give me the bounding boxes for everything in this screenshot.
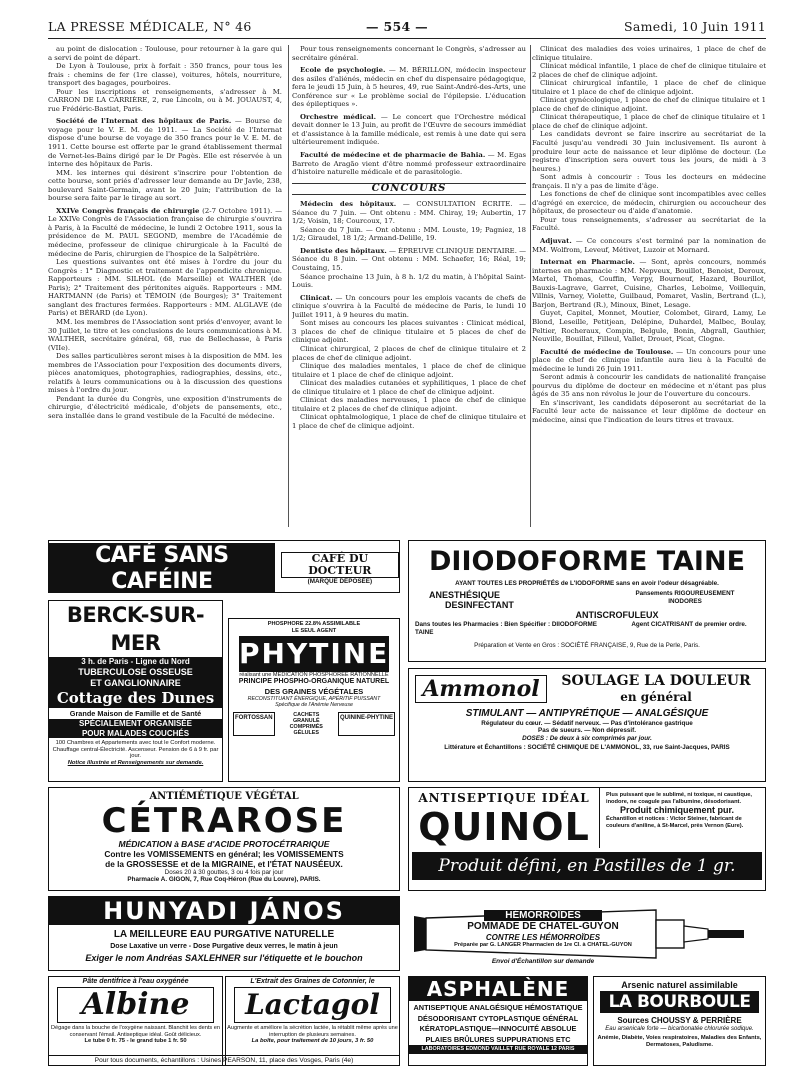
ad-iodo-line: Dans toutes les Pharmacies : Bien Spécifier : DIIODOFORME TAINE [415, 621, 597, 636]
ad-iodo-title: DIIODOFORME TAINE [428, 546, 746, 577]
ad-chatel-line: Envoi d'Échantillon sur demande [491, 958, 595, 965]
paragraph [292, 273, 526, 290]
news-item [292, 247, 526, 273]
ad-phytine-line: PRINCIPE PHOSPHO-ORGANIQUE NATUREL [238, 678, 390, 686]
paragraph [532, 399, 766, 425]
paragraph-text: Pendant la durée du Congrès, une exposition d'instruments de chirurgie, d'électricité médicale, d'objets de pansements, etc., sera installée dans le grand vestibule de la Faculté de médecine. [48, 394, 282, 420]
paragraph-text: — Un concours pour une place de chef de clinique infantile aura lieu à la Faculté de médecine le lundi 26 Juin 1911. [532, 347, 766, 373]
paragraph-text: Guyet, Capitel, Monnet, Moutier, Colombet, Girard, Lamy, Le Blond, Leseille, Petitjean, Delépine, Duhardel, Malbec, Boulay, Peltier, Rocheraux, Compin, Belgule, Bonin, Abgrall, Gauthier, Neuville, Bouillat, Filleul, Vallet, Drouet, Picat, Clogne. [532, 309, 766, 344]
ad-berck-line: ET GANGLIONNAIRE [49, 678, 222, 689]
paragraph-text: Sont mises au concours les places suivantes : Clinicat médical, 3 places de chef de clinique titulaire et 5 places de chef de clinique adjoint. [292, 319, 526, 345]
news-item [532, 348, 766, 374]
paragraph [48, 395, 282, 421]
paragraph-text: — M. BÉRILLON, médecin inspecteur des asiles d'aliénés, médecin en chef du dispensaire pédagogique, fera le jeudi 15 Juin, à 5 heures, 49, rue Saint-André-des-Arts, une Conférence sur « Le problème social de l'épilepsie. L'éducation des épileptiques ». [292, 66, 526, 109]
ad-asphalene-line: KÉRATOPLASTIQUE—INNOCUITÉ ABSOLUE [419, 1024, 577, 1033]
paragraph-text: — Bourse de voyage pour le V. E. M. de 1911. — La Société de l'Internat dispose d'une bourse de voyage de 350 francs pour le V. E. M. de 1911. Cette bourse est offerte par le grand établissement thermal de Vernet-les-Bains dirigé par le Dr Pagès. Elle est réservée à un interne des hôpitaux de Paris. [48, 117, 282, 169]
news-item-heading: Clinicat. [300, 293, 333, 302]
paragraph-text: Les questions suivantes ont été mises à l'ordre du jour du Congrès : 1° Diagnostic et traitement de l'appendicite chronique. Rapporteurs : MM. SILHOL (de Marseille) et WALTHER (de Paris); 2° Traitement des péritonites aiguës. Rapporteurs : MM. HARTMANN (de Paris) et TÉMOIN (de Bourges); 3° Traitement sanglant des fractures fermées. Rapporteurs : MM. ALGLAVE (de Paris) et BÉRARD (de Lyon). [48, 258, 282, 318]
ad-berck-line: POUR MALADES COUCHÉS [49, 729, 222, 739]
news-item [292, 200, 526, 226]
ad-chatel-line: CONTRE LES HÉMORROÏDES [485, 933, 601, 942]
paragraph-text: Clinicat gynécologique, 1 place de chef de clinique titulaire et 1 place de chef de clinique adjoint. [532, 96, 766, 113]
paragraph [532, 113, 766, 130]
paragraph [532, 130, 766, 173]
ad-hunyadi-line: LA MEILLEURE EAU PURGATIVE NATURELLE [113, 929, 335, 940]
news-item-heading: Adjuvat. [540, 237, 572, 246]
paragraph [532, 309, 766, 343]
news-item-heading: Faculté de médecine de Toulouse. [540, 347, 674, 356]
ad-chatel-guyon [408, 896, 766, 971]
paragraph [532, 173, 766, 190]
paragraph-text: En s'inscrivant, les candidats déposeront au secrétariat de la Faculté leur acte de naissance et leur diplôme de docteur en médecine, ainsi que l'indication de leurs titres et travaux. [532, 398, 766, 424]
ad-phytine-sub: FORTOSSAN [233, 712, 275, 737]
ad-iodo-line: Pansements RIGOUREUSEMENT INODORES [635, 590, 735, 605]
ad-cetrarose-line: Doses 20 à 30 gouttes, 3 ou 4 fois par jour [164, 869, 284, 876]
ad-berck-line: 100 Chambres et Appartements avec tout le Confort moderne. Chauffage central-Électricité. Ascenseur. Pension de 6 à 9 fr. par jour. [52, 740, 219, 760]
ad-phytine-line: PHOSPHORE 22.8% ASSIMILABLE [267, 621, 361, 627]
paragraph-text: De Lyon à Toulouse, prix à forfait : 350 francs, pour tous les frais : chemins de fer (1re classe), voitures, hôtels, nourriture, transport des bagages, pourboires. [48, 62, 282, 88]
ad-iodo-line: ANESTHÉSIQUE [429, 590, 501, 601]
ad-quinol-line: Produit chimiquement pur. [620, 805, 735, 816]
page-header [48, 17, 766, 39]
ad-iodo-line: Préparation et Vente en Gros : SOCIÉTÉ FRANÇAISE, 9, Rue de la Perle, Paris. [474, 642, 700, 650]
news-item-heading: XXIVe Congrès français de chirurgie [56, 206, 200, 215]
ad-berck-line: 3 h. de Paris - Ligne du Nord [49, 657, 222, 667]
ad-albine-line: Le tube 0 fr. 75 - le grand tube 1 fr. 50 [84, 1038, 187, 1045]
ad-cetrarose-line: ANTIÉMÉTIQUE VÉGÉTAL [149, 791, 299, 802]
column-3 [532, 45, 766, 527]
ad-la-bourboule [593, 976, 766, 1066]
ad-cetrarose-line: MÉDICATION à BASE d'ACIDE PROTOCÉTRARIQUE [118, 839, 330, 849]
paragraph-text: Clinicat thérapeutique, 1 place de chef de clinique titulaire et 1 place de chef de clinique adjoint. [532, 113, 766, 130]
paragraph [292, 413, 526, 430]
ad-asphalene-line: LABORATOIRES EDMOND VAILLET RUE ROYALE 12 PARIS [409, 1045, 587, 1054]
news-item-heading: Médecin des hôpitaux. [300, 200, 397, 209]
paragraph [48, 88, 282, 114]
ad-berck-line: Grande Maison de Famille et de Santé [69, 709, 202, 718]
ad-iodo-line: DESINFECTANT [445, 600, 514, 611]
paragraph [48, 318, 282, 352]
ad-phytine-line: réalisant une MÉDICATION PHOSPHORÉE RATIONNELLE [239, 671, 389, 678]
news-item-heading: Faculté de médecine et de pharmacie de Bahia. [300, 151, 486, 160]
ad-quinol-line: Produit défini, en Pastilles de 1 gr. [412, 852, 762, 880]
ad-berck-line: Notice illustrée et Renseignements sur demande. [67, 759, 204, 766]
ad-albine [48, 976, 223, 1066]
journal-title: LA PRESSE MÉDICALE, N° 46 [48, 19, 252, 34]
ad-albine-title: Albine [57, 987, 214, 1023]
ad-hunyadi-title: HUNYADI JÁNOS [49, 897, 399, 925]
ad-phytine [228, 618, 400, 782]
ad-phytine-line: RECONSTITUANT ÉNERGIQUE, APÉRITIF PUISSANT [247, 695, 381, 702]
paragraph-text: MM. les internes qui désirent s'inscrire pour l'obtention de cette bourse, sont priés d'adresser leur demande au Dr Javle, 238, boulevard Saint-Germain, avant le 20 Juin; l'attribution de la bourse sera faite par le tirage au sort. [48, 168, 282, 203]
ad-bourboule-line: Sources CHOUSSY & PERRIÈRE [617, 1016, 742, 1025]
paragraph-text: — Un concours pour les emplois vacants de chefs de clinique s'ouvrira à la Faculté de médecine de Paris, le lundi 10 Juillet 1911, à 9 heures du matin. [292, 293, 526, 319]
page-number: — 554 — [366, 19, 428, 34]
section-heading: CONCOURS [292, 183, 526, 196]
ad-hunyadi-line: Exiger le nom Andréas SAXLEHNER sur l'étiquette et le bouchon [85, 953, 363, 963]
paragraph-text: Pour les inscriptions et renseignements, s'adresser à M. CARRON DE LA CARRIÈRE, 2, rue Lincoln, ou à M. JOUAUST, 4, rue Frédéric-Bastiat, Paris. [48, 87, 282, 113]
ad-chatel-line: HÉMORROÏDES [484, 910, 602, 921]
paragraph-text: Clinicat des maladies nerveuses, 1 place de chef de clinique titulaire et 2 places de chef de clinique adjoint. [292, 396, 526, 413]
ad-ammonol-line: Régulateur du cœur. — Sédatif nerveux. — Pas d'intolérance gastrique [481, 720, 693, 727]
ad-ammonol-line: DOSES : De deux à six comprimés par jour. [522, 734, 652, 742]
ad-hunyadi-janos [48, 896, 400, 971]
paragraph [48, 169, 282, 203]
ad-ammonol-line: Pas de sueurs. — Non dépressif. [538, 727, 636, 735]
ad-cetrarose [48, 787, 400, 891]
ad-iodo-line: Agent CICATRISANT de premier ordre. [631, 621, 747, 629]
ad-ammonol [408, 668, 766, 782]
paragraph [532, 45, 766, 62]
paragraph-text: Les fonctions de chef de clinique sont incompatibles avec celles d'agrégé en exercice, de médecin, chirurgien ou accoucheur des hôpitaux, de prosecteur ou d'aide d'anatomie. [532, 190, 766, 216]
paragraph [532, 373, 766, 399]
paragraph-text: Seront admis à concourir les candidats de nationalité française pourvus du diplôme de docteur en médecine et n'étant pas plus âgés de 35 ans non révolus le jour de l'ouverture du concours. [532, 373, 766, 399]
news-item [48, 117, 282, 168]
ad-ammonol-logo: Ammonol [415, 675, 547, 703]
ad-albine-bottom: Pour tous documents, échantillons : Usines PEARSON, 11, place des Vosges, Paris (4e) [48, 1055, 400, 1066]
paragraph [532, 62, 766, 79]
paragraph [292, 362, 526, 379]
paragraph-text: — CONSULTATION ÉCRITE. — Séance du 7 Juin. — Ont obtenu : MM. Chiray, 19; Aubertin, 17 1/2; Voisin, 18; Courcoux, 17. [292, 200, 526, 226]
paragraph [292, 396, 526, 413]
paragraph [532, 96, 766, 113]
ad-ammonol-line: STIMULANT — ANTIPYRÉTIQUE — ANALGÉSIQUE [465, 708, 709, 719]
ad-ammonol-title: SOULAGE LA DOULEUR [561, 673, 751, 689]
news-item-heading: Ecole de psychologie. [300, 66, 386, 75]
paragraph-text: Clinique des maladies mentales, 1 place de chef de clinique titulaire et 1 place de chef de clinique adjoint. [292, 362, 526, 379]
paragraph-text: — Le concert que l'Orchestre médical devait donner le 13 Juin, au profit de l'Œuvre de secours immédiat et d'assistance à la famille médicale, est remis à une date qui sera ultérieurement indiquée. [292, 112, 526, 147]
issue-date: Samedi, 10 Juin 1911 [624, 19, 766, 34]
paragraph [292, 345, 526, 362]
ad-quinol-title: QUINOL [418, 805, 590, 849]
news-item [532, 258, 766, 309]
ad-cafe-sans-cafeine [48, 540, 400, 593]
ad-phytine-sub: CACHETS GRANULÉ COMPRIMÉS GÉLULES [289, 711, 323, 737]
column-divider [530, 45, 531, 527]
ad-lactagol [225, 976, 400, 1066]
ad-cetrarose-line: Contre les VOMISSEMENTS en général; les VOMISSEMENTS [104, 849, 344, 859]
ad-ammonol-line: Littérature et Échantillons : SOCIÉTÉ CHIMIQUE DE L'AMMONOL, 33, rue Saint-Jacques, PARIS [444, 744, 730, 752]
ad-asphalene-line: ANTISEPTIQUE ANALGÉSIQUE HÉMOSTATIQUE [413, 1003, 583, 1012]
ad-diiodoforme-taine [408, 540, 766, 662]
paragraph [48, 352, 282, 395]
paragraph-text: Clinicat ophtalmologique, 1 place de chef de clinique titulaire et 1 place de chef de clinique adjoint. [292, 413, 526, 430]
ad-albine-line: Dégage dans la bouche de l'oxygène naissant. Blanchit les dents en conservant l'émail. Antiseptique idéal. Goût délicieux. [51, 1025, 220, 1038]
news-item-heading: Dentiste des hôpitaux. [300, 246, 387, 255]
news-item [292, 113, 526, 147]
paragraph-text: — Ce concours s'est terminé par la nomination de MM. Wolfrom, Leveuf, Métivet, Luzoir et Mornard. [532, 237, 766, 254]
paragraph-text: — M. Egas Barreto de Aragão vient d'être nommé professeur extraordinaire d'histoire naturelle médicale et de parasitologie. [292, 151, 526, 177]
paragraph-text: Séance du 7 Juin. — Ont obtenu : MM. Louste, 19; Pagniez, 18 1/2; Giraudel, 18 1/2; Armand-Delille, 19. [292, 225, 526, 243]
ad-asphalene-line: PLAIES BRÛLURES SUPPURATIONS ETC [425, 1034, 571, 1044]
paragraph-text: Sont admis à concourir : Tous les docteurs en médecine français. Il n'y a pas de limite d'âge. [532, 173, 766, 190]
ad-chatel-line: POMMADE DE CHATEL-GUYON [467, 921, 619, 932]
news-item [292, 151, 526, 177]
ad-lactagol-line: La boîte, pour traitement de 10 jours, 3 fr. 50 [251, 1038, 374, 1045]
paragraph-text: Clinicat chirurgical infantile, 1 place de chef de clinique titulaire et 1 place de chef de clinique adjoint. [532, 79, 766, 96]
ad-cetrarose-line: de la GROSSESSE et de la MIGRAINE, et l'ÉTAT NAUSÉEUX. [105, 859, 343, 869]
ad-phytine-line: DES GRAINES VÉGÉTALES [264, 686, 364, 696]
ad-quinol-line: Plus puissant que le sublimé, ni toxique, ni caustique, inodore, ne coagule pas l'albumine, désodorisant. [606, 792, 753, 805]
ad-chatel-line: Préparée par G. LANGER Pharmacien de 1re Cl. à CHATEL-GUYON [454, 942, 632, 948]
paragraph [532, 216, 766, 233]
ad-phytine-title: PHYTINE [239, 636, 390, 670]
paragraph-text: — ÉPREUVE CLINIQUE DENTAIRE. — Séance du 8 Juin. — Ont obtenu : MM. Schaefer, 16; Réal, 19; Coustaing, 15. [292, 246, 526, 273]
ad-bourboule-line: Anémie, Diabète, Voies respiratoires, Maladies des Enfants, Dermatoses, Paludisme. [597, 1035, 762, 1048]
ad-berck-sur-mer [48, 600, 223, 782]
paragraph-text: MM. les membres de l'Association sont priés d'envoyer, avant le 30 Juillet, le titre et les conclusions de leurs communications à M. WALTHER, secrétaire général, 68, rue de Bellechasse, à Paris (VIIe). [48, 317, 282, 352]
ad-cafe-sub: CAFÉ DU DOCTEUR [281, 552, 399, 578]
paragraph [48, 62, 282, 88]
ad-bourboule-title: LA BOURBOULE [600, 991, 759, 1013]
news-item [292, 294, 526, 320]
news-item [48, 207, 282, 258]
paragraph-text: Séance prochaine 13 Juin, à 8 h. 1/2 du matin, à l'hôpital Saint-Louis. [292, 272, 526, 290]
paragraph-text: — Sont, après concours, nommés internes en pharmacie : MM. Nepveux, Bouillot, Benoist, Deroux, Martel, Thomas, Couffin, Verpy, Bourneuf, Hazard, Bourillot, Bauxis-Lagrave, Garret, Cuisine, Charles, Leboime, Voillequin, Villnis, Varney, Violette, Guilbaud, Pomaret, Vaslin, Bertrand (L.), Barjon, Bertrand (R.), Minoux, Binet, Lesage. [532, 258, 766, 309]
ad-bourboule-line: Eau arsenicale forte — bicarbonatée chlorurée sodique. [605, 1026, 754, 1032]
ad-lactagol-title: Lactagol [234, 987, 391, 1023]
ad-ammonol-sub: en général [620, 690, 692, 704]
news-item-heading: Orchestre médical. [300, 112, 377, 121]
paragraph-text: Des salles particulières seront mises à la disposition de MM. les membres de l'Association pour l'exposition des documents divers, pièces anatomiques, photographies, radiographies, dessins, etc., relatifs à leurs communications ou à la discussion des questions mises à l'ordre du jour. [48, 352, 282, 395]
paragraph-text: Les candidats devront se faire inscrire au secrétariat de la Faculté jusqu'au vendredi 30 Juin inclusivement. Ils auront à produire leur acte de naissance et leur diplôme de docteur. (Le registre d'inscription sera ouvert tous les jours, de midi à 3 heures.) [532, 130, 766, 173]
column-2 [292, 45, 526, 527]
news-item [532, 237, 766, 254]
paragraph [292, 45, 526, 62]
paragraph-text: Clinicat chirurgical, 2 places de chef de clinique titulaire et 2 places de chef de clinique adjoint. [292, 344, 526, 362]
ad-cafe-title: CAFÉ SANS CAFÉINE [49, 543, 275, 593]
paragraph-text: au point de dislocation : Toulouse, pour retourner à la gare qui a servi de point de départ. [48, 45, 282, 62]
ad-berck-line: SPÉCIALEMENT ORGANISÉE [49, 719, 222, 729]
news-item [292, 66, 526, 109]
ad-hunyadi-line: Dose Laxative un verre - Dose Purgative deux verres, le matin à jeun [110, 943, 338, 950]
news-item-heading: Internat en Pharmacie. [540, 258, 635, 267]
ad-cetrarose-title: CÉTRAROSE [101, 801, 347, 841]
column-divider [288, 45, 289, 527]
header-rule [48, 38, 766, 39]
paragraph [48, 258, 282, 318]
paragraph-text: Clinicat médical infantile, 1 place de chef de clinique titulaire et 2 places de chef de clinique adjoint. [532, 62, 766, 79]
paragraph [292, 226, 526, 243]
ad-cafe-mark: (MARQUE DÉPOSÉE) [307, 578, 373, 586]
advertisements [48, 540, 766, 1066]
ad-phytine-line: Spécifique de l'Anémie Nerveuse [275, 702, 353, 709]
paragraph [292, 319, 526, 345]
ad-iodo-line: ANTISCROFULEUX [575, 610, 659, 621]
ad-lactagol-line: Augmente et améliore la sécrétion lactée, la rétablit même après une interruption de plusieurs semaines. [227, 1025, 398, 1038]
ad-bourboule-line: Arsenic naturel assimilable [621, 980, 738, 990]
ad-iodo-line: AYANT TOUTES LES PROPRIÉTÉS de L'IODOFORME sans en avoir l'odeur désagréable. [455, 580, 719, 587]
ad-cetrarose-line: Pharmacie A. GIGON, 7, Rue Coq-Héron (Rue du Louvre), PARIS. [127, 876, 321, 884]
ad-quinol-line: Échantillon et notices : Victor Steiner, fabricant de couleurs d'aniline, à St-Marcel, près Vernon (Eure). [606, 816, 744, 829]
ad-asphalene-line: DÉSODORISANT CYTOPLASTIQUE GÉNÉRAL [417, 1013, 579, 1023]
ad-phytine-line: LE SEUL AGENT [291, 628, 337, 635]
ad-berck-title: BERCK-SUR-MER [66, 603, 205, 655]
ad-asphalene [408, 976, 588, 1066]
paragraph [532, 79, 766, 96]
ad-phytine-sub: QUININE-PHYTINE [338, 712, 395, 737]
ad-albine-line: Pâte dentifrice à l'eau oxygénée [82, 978, 189, 985]
column-1 [48, 45, 282, 527]
paragraph [532, 190, 766, 216]
paragraph [48, 45, 282, 62]
paragraph [292, 379, 526, 396]
paragraph-text: Pour tous renseignements, s'adresser au secrétariat de la Faculté. [532, 215, 766, 233]
paragraph-text: Pour tous renseignements concernant le Congrès, s'adresser au secrétaire général. [292, 45, 526, 62]
paragraph-text: Clinicat des maladies des voies urinaires, 1 place de chef de clinique titulaire. [532, 45, 766, 62]
paragraph-text: Clinicat des maladies cutanées et syphilitiques, 1 place de chef de clinique titulaire et 1 place de chef de clinique adjoint. [292, 379, 526, 396]
ad-lactagol-line: L'Extrait des Graines de Cotonnier, le [250, 978, 375, 985]
ad-asphalene-title: ASPHALÈNE [409, 977, 587, 1001]
ad-quinol [408, 787, 766, 891]
ad-berck-line: Cottage des Dunes [49, 689, 222, 708]
ad-quinol-line: ANTISEPTIQUE IDÉAL [418, 791, 590, 805]
news-item-heading: Société de l'Internat des hôpitaux de Paris. [56, 117, 232, 126]
ad-berck-line: TUBERCULOSE OSSEUSE [49, 667, 222, 678]
paragraph-text: (2-7 Octobre 1911). — Le XXIVe Congrès de l'Association française de chirurgie s'ouvrira à Paris, à la Faculté de médecine, le lundi 2 Octobre 1911, sous la présidence de M. PAUL SEGOND, membre de l'Académie de médecine, professeur de clinique chirurgicale à la Faculté de médecine de Paris, chirurgien de l'hospice de la Salpêtrière. [48, 206, 282, 258]
